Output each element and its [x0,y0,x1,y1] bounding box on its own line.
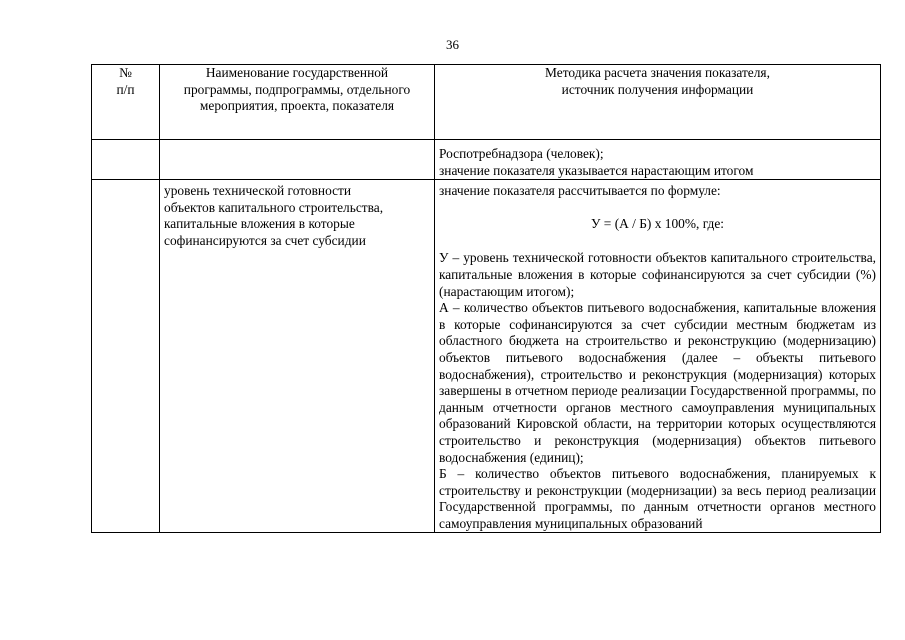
row-name-cell [160,180,435,533]
header-number-sublabel: п/п [116,81,135,97]
row-method-cell [435,180,881,533]
definition-a: А – количество объектов питьевого водоснабжения, капитальные вложения в которые софинансируются за счет субсидии местным бюджетам из областного бюджета на строительство и реконструкцию (модернизацию) объектов питьевого водоснабжения (далее – объекты питьевого водоснабжения), строительство и реконструкция (модернизация) которых завершены в отчетном периоде реализации Государственной программы, по данным отчетности органов местного самоуправления муниципальных образований Кировской области, на территории которых осуществляются строительство и реконструкция (модернизация) объектов питьевого водоснабжения (единиц); [439,300,876,465]
indicator-name-line: софинансируются за счет субсидии [164,232,366,248]
method-text-line: значение показателя указывается нарастающим итогом [439,162,754,178]
row-name-cell [160,140,435,180]
header-method-cell [435,65,881,140]
indicator-methodology-table [91,64,881,533]
header-name-cell [160,65,435,140]
table-row [92,180,881,533]
indicator-name-line: объектов капитального строительства, [164,199,384,215]
method-text-line: Роспотребнадзора (человек); [439,146,604,161]
table-row [92,140,881,180]
header-method-line: Методика расчета значения показателя, [545,65,770,80]
header-name-line: Наименование государственной [205,65,389,80]
page-number: 36 [446,37,459,52]
definition-b: Б – количество объектов питьевого водоснабжения, планируемых к строительству и реконструкции (модернизации) за весь период реализации Государственной программы, по данным отчетности органов местного самоуправления муниципальных образований [439,466,876,531]
header-name-line: мероприятия, проекта, показателя [199,98,395,114]
row-number-cell [92,140,160,180]
indicator-name-line: уровень технической готовности [164,183,352,199]
definition-u: У – уровень технической готовности объектов капитального строительства, капитальные вложения в которые софинансируются за счет субсидии (%) (нарастающим итогом); [439,250,876,299]
header-number-label: № [119,65,132,80]
header-method-line: источник получения информации [561,81,754,97]
method-intro: значение показателя рассчитывается по формуле: [439,183,721,199]
row-number-cell [92,180,160,533]
header-number-cell [92,65,160,140]
formula: У = (А / Б) x 100%, где: [590,215,725,231]
row-method-cell [435,140,881,180]
table-header-row [92,65,881,140]
header-name-line: программы, подпрограммы, отдельного [183,81,411,97]
indicator-name-line: капитальные вложения в которые [164,216,355,232]
